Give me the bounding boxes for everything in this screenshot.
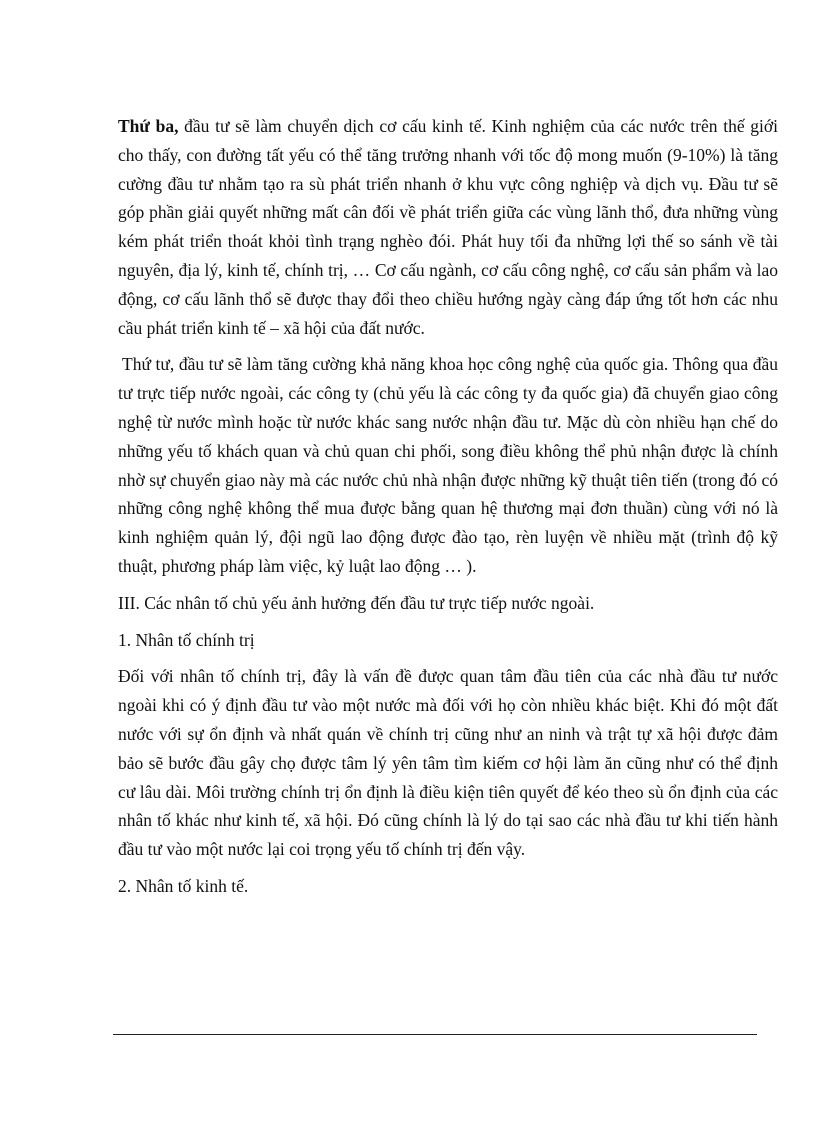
subheading-economic-factor: 2. Nhân tố kinh tế.: [118, 875, 249, 896]
paragraph-text: đầu tư sẽ làm chuyển dịch cơ cấu kinh tế. Kinh nghiệm của các nước trên thế giới cho thấy, con đường tất yếu có thể tăng trưởng nhanh với tốc độ mong muốn (9-10%) là tăng cường đầu tư nhằm tạo ra sù phát triển nhanh ở khu vực công nghiệp và dịch vụ. Đầu tư sẽ góp phần giải quyết những mất cân đối về phát triển giữa các vùng lãnh thổ, đưa những vùng kém phát triển thoát khỏi tình trạng nghèo đói. Phát huy tối đa những lợi thế so sánh về tài nguyên, địa lý, kinh tế, chính trị, … Cơ cấu ngành, cơ cấu công nghệ, cơ cấu sản phẩm và lao động, cơ cấu lãnh thổ sẽ được thay đổi theo chiều hướng ngày càng đáp ứng tốt hơn các nhu cầu phát triển kinh tế – xã hội của đất nước.: [118, 116, 778, 338]
paragraph-third-point: [118, 112, 778, 342]
subheading-political-factor: 1. Nhân tố chính trị: [118, 629, 255, 650]
paragraph-fourth-point: Thứ tư, đầu tư sẽ làm tăng cường khả năng khoa học công nghệ của quốc gia. Thông qua đầu tư trực tiếp nước ngoài, các công ty (chủ yếu là các công ty đa quốc gia) đã chuyển giao công nghệ từ nước mình hoặc từ nước khác sang nước nhận đầu tư. Mặc dù còn nhiều hạn chế do những yếu tố khách quan và chủ quan chi phối, song điều không thể phủ nhận được là chính nhờ sự chuyển giao này mà các nước chủ nhà nhận được những kỹ thuật tiên tiến (trong đó có những công nghệ không thể mua được bằng quan hệ thương mại đơn thuần) cùng với nó là kinh nghiệm quản lý, đội ngũ lao động được đào tạo, rèn luyện về nhiều mặt (trình độ kỹ thuật, phương pháp làm việc, kỷ luật lao động … ).: [118, 354, 778, 576]
section-heading: III. Các nhân tố chủ yếu ảnh hưởng đến đầu tư trực tiếp nước ngoài.: [118, 592, 595, 613]
footer-divider: [113, 1034, 757, 1035]
paragraph-lead-bold: Thứ ba,: [118, 116, 179, 136]
document-body: [118, 112, 778, 909]
paragraph-political-factor: Đối với nhân tố chính trị, đây là vấn đề được quan tâm đầu tiên của các nhà đầu tư nước ngoài khi có ý định đầu tư vào một nước mà đối với họ còn nhiều khác biệt. Khi đó một đất nước với sự ổn định và nhất quán về chính trị cũng như an ninh và trật tự xã hội được đảm bảo sẽ bước đầu gây chọ được tâm lý yên tâm tìm kiếm cơ hội làm ăn cũng như có thể định cư lâu dài. Môi trường chính trị ổn định là điều kiện tiên quyết để kéo theo sù ổn định của các nhân tố khác như kinh tế, xã hội. Đó cũng chính là lý do tại sao các nhà đầu tư khi tiến hành đầu tư vào một nước lại coi trọng yếu tố chính trị đến vậy.: [118, 666, 778, 860]
